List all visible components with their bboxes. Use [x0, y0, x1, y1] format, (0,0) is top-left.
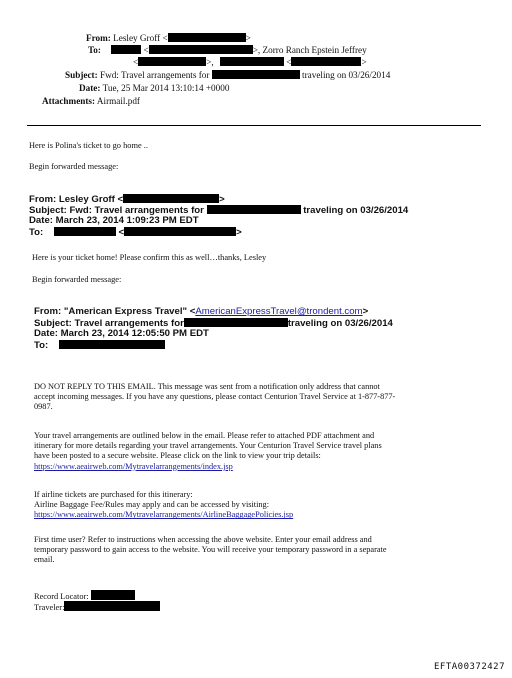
paragraph-line: temporary password to gain access to the website. You will receive your temporary password in a separate: [34, 545, 387, 555]
paragraph-line: Your travel arrangements are outlined below in the email. Please refer to attached PDF attachment and: [34, 431, 375, 440]
fwd1-to: [29, 227, 242, 238]
paragraph-line: If airline tickets are purchased for this itinerary:: [34, 490, 193, 499]
redaction-block: [212, 70, 300, 79]
fwd2-from-end: >: [362, 306, 369, 317]
mid-line-2: Begin forwarded message:: [32, 275, 122, 284]
redaction-block: [149, 45, 253, 54]
header-to-lt: <: [143, 45, 149, 55]
redaction-block: [91, 590, 135, 600]
paragraph-line: accept incoming messages. If you have any questions, please contact Centurion Travel Service at 1-877-877-: [34, 392, 396, 402]
header-subject-tail: traveling on 03/26/2014: [302, 70, 391, 80]
header-to-mid: >, Zorro Ranch Epstein Jeffrey: [252, 45, 367, 55]
paragraph-line: First time user? Refer to instructions when accessing the above website. Enter your email address and: [34, 535, 372, 544]
header-to-label: To:: [88, 45, 101, 55]
paragraph-line: DO NOT REPLY TO THIS EMAIL. This message was sent from a notification only address that cannot: [34, 382, 380, 391]
header-subject-row: [65, 70, 390, 81]
baggage-policies-link[interactable]: https://www.aeairweb.com/Mytravelarrangements/AirlineBaggagePolicies.jsp: [34, 510, 294, 520]
paragraph-line: have been posted to a secure website. Please click on the link to view your trip details:: [34, 451, 321, 461]
fwd1-date: Date: March 23, 2014 1:09:23 PM EDT: [29, 215, 199, 226]
redaction-block: [207, 205, 301, 214]
bates-number: EFTA00372427: [434, 662, 506, 672]
paragraph-do-not-reply: [34, 382, 474, 413]
paragraph-travel-arrangements: [34, 431, 474, 472]
header-subject-value: Fwd: Travel arrangements for: [99, 70, 210, 80]
traveler-label: Traveler:: [34, 603, 65, 612]
header-from-end: >: [245, 33, 251, 43]
fwd2-from: [34, 307, 368, 317]
redaction-block: [220, 57, 284, 66]
header-date-label: Date:: [79, 83, 101, 93]
record-locator-label: Record Locator:: [34, 592, 89, 601]
redaction-block: [124, 227, 236, 236]
header-to-gt-comma: >,: [206, 57, 214, 67]
paragraph-line: 0987.: [34, 402, 53, 412]
header-divider: [27, 125, 481, 126]
fwd2-from-email-link[interactable]: AmericanExpressTravel@trondent.com: [195, 306, 363, 317]
header-attachments-row: [42, 96, 140, 107]
header-subject-label: Subject:: [65, 70, 98, 80]
redaction-block: [291, 57, 361, 66]
fwd2-from-text: From: "American Express Travel" <: [34, 306, 196, 317]
fwd2-to: [34, 340, 165, 351]
paragraph-airline-baggage: [34, 490, 474, 521]
fwd1-from-text: From: Lesley Groff <: [29, 194, 124, 205]
header-to-lt2: <: [133, 57, 139, 67]
redaction-block: [138, 57, 206, 66]
intro-line-1: Here is Polina's ticket to go home ..: [29, 141, 148, 150]
fwd2-date: Date: March 23, 2014 12:05:50 PM EDT: [34, 328, 209, 339]
mid-line-1: Here is your ticket home! Please confirm this as well…thanks, Lesley: [32, 253, 267, 262]
fwd2-subject-tail: traveling on 03/26/2014: [287, 318, 393, 329]
header-attachments-label: Attachments:: [42, 96, 96, 106]
header-attachments-value[interactable]: Airmail.pdf: [96, 96, 140, 106]
fwd1-to-gt: >: [236, 227, 242, 238]
fwd2-subject-text: Subject: Travel arrangements for: [34, 318, 184, 329]
paragraph-line: Airline Baggage Fee/Rules may apply and can be accessed by visiting:: [34, 500, 270, 510]
paragraph-first-time-user: [34, 535, 474, 566]
paragraph-line: email.: [34, 555, 55, 565]
fwd1-from: [29, 194, 225, 205]
paragraph-line: itinerary for more details regarding your travel arrangements. Your Centurion Travel Service travel plans: [34, 441, 382, 451]
trip-details-link[interactable]: https://www.aeairweb.com/Mytravelarrangements/index.jsp: [34, 461, 233, 471]
header-from-value: Lesley Groff <: [113, 33, 168, 43]
fwd1-from-end: >: [219, 194, 225, 205]
intro-line-2: Begin forwarded message:: [29, 162, 119, 171]
fwd1-subject-tail: traveling on 03/26/2014: [303, 205, 409, 216]
fwd1-to-lt: <: [118, 227, 125, 238]
fwd2-to-label: To:: [34, 340, 49, 351]
header-from-label: From:: [86, 33, 111, 43]
header-to-row-2: [133, 57, 367, 68]
redaction-block: [111, 45, 141, 54]
fwd1-to-label: To:: [29, 227, 44, 238]
header-from-row: [86, 33, 251, 44]
redaction-block: [54, 227, 116, 236]
header-date-value: Tue, 25 Mar 2014 13:10:14 +0000: [102, 83, 230, 93]
redaction-block: [59, 340, 165, 349]
redaction-block: [123, 194, 219, 203]
redaction-block: [168, 33, 246, 42]
header-to-gt: >: [361, 57, 367, 67]
header-to-row: [88, 45, 367, 56]
redaction-block: [64, 601, 160, 611]
traveler-row: [34, 601, 160, 613]
redaction-block: [184, 318, 288, 327]
header-to-lt3: <: [286, 57, 292, 67]
fwd1-subject-text: Subject: Fwd: Travel arrangements for: [29, 205, 204, 216]
header-date-row: [79, 83, 229, 94]
